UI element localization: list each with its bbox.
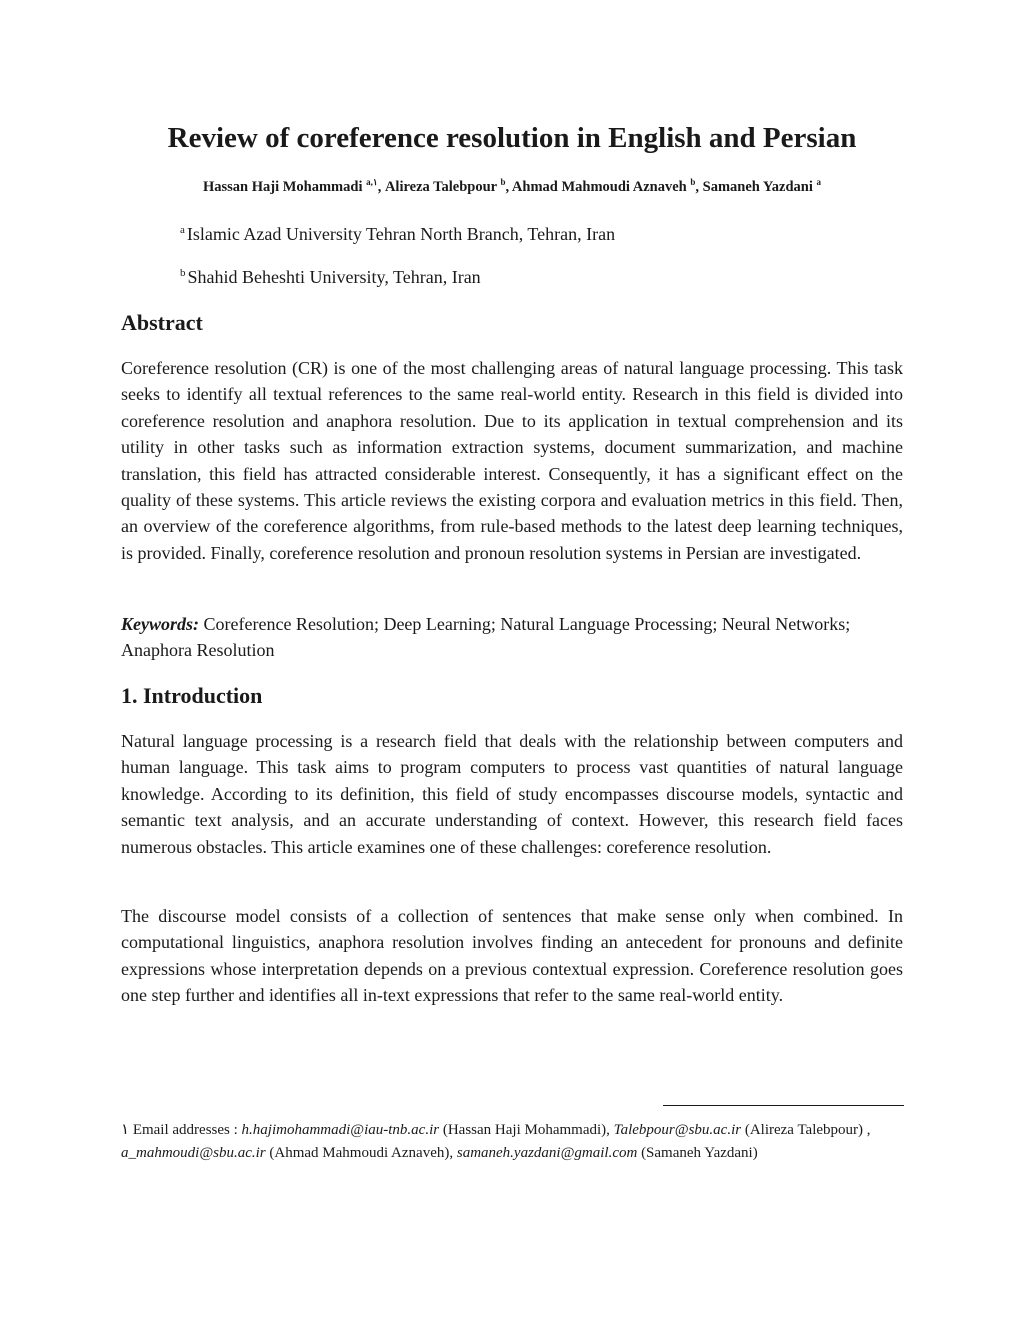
author-separator: ,: [695, 179, 703, 195]
author-name: Hassan Haji Mohammadi: [202, 179, 363, 195]
introduction-paragraph: The discourse model consists of a collection of sentences that make sense only when combined. In computational linguistics, anaphora resolution involves finding an antecedent for pronouns and definite expressions whose interpretation depends on a previous contextual expression. Coreference resolution goes one step further and identifies all in-text expressions that refer to the same real-world entity.: [121, 906, 903, 1006]
author-name: Samaneh Yazdani: [702, 179, 813, 195]
author-affiliation-mark: b: [690, 177, 696, 188]
affiliation-mark: a: [180, 224, 185, 236]
introduction-paragraph: Natural language processing is a research field that deals with the relationship between computers and human language. This task aims to program computers to process vast quantities of natural language knowledge. According to its definition, this field of study encompasses discourse models, syntactic and semantic text analysis, and an accurate understanding of context. However, this research field faces numerous obstacles. This article examines one of these challenges: coreference resolution.: [121, 731, 903, 857]
affiliation-mark: b: [180, 267, 186, 279]
footnote-author: (Hassan Haji Mohammadi),: [439, 1122, 614, 1138]
introduction-heading: 1. Introduction: [121, 683, 263, 708]
footnote-divider: [663, 1105, 904, 1106]
abstract-heading: Abstract: [121, 310, 203, 335]
affiliation-text: Islamic Azad University Tehran North Branch, Tehran, Iran: [186, 224, 616, 244]
footnote-email: samaneh.yazdani@gmail.com: [456, 1145, 638, 1161]
affiliation-a: [180, 222, 615, 246]
author-separator: ,: [377, 179, 385, 195]
footnote-lead: Email addresses :: [132, 1122, 242, 1138]
paper-title: Review of coreference resolution in English and Persian: [167, 122, 857, 154]
author-separator: ,: [505, 179, 512, 195]
footnote-author: (Ahmad Mahmoudi Aznaveh),: [265, 1145, 457, 1161]
author-name: Ahmad Mahmoudi Aznaveh: [511, 179, 687, 195]
keywords-label: Keywords:: [121, 614, 199, 634]
author-list: [0, 176, 1024, 198]
keywords-text: Coreference Resolution; Deep Learning; Natural Language Processing; Neural Networks; Anaphora Resolution: [121, 614, 851, 661]
affiliation-b: [180, 265, 481, 289]
footnote-author: (Alireza Talebpour) ,: [741, 1122, 871, 1138]
affiliation-text: Shahid Beheshti University, Tehran, Iran: [187, 267, 481, 287]
footnote-email: h.hajimohammadi@iau-tnb.ac.ir: [241, 1122, 440, 1138]
footnote-email: Talebpour@sbu.ac.ir: [613, 1122, 742, 1138]
author-affiliation-mark: b: [500, 177, 506, 188]
author-affiliation-mark: a: [816, 177, 822, 188]
footnote-mark: ١: [121, 1122, 130, 1138]
keywords: [121, 611, 903, 664]
footnote-author: (Samaneh Yazdani): [637, 1145, 758, 1161]
footnote-email: a_mahmoudi@sbu.ac.ir: [121, 1145, 266, 1161]
abstract-text: Coreference resolution (CR) is one of the most challenging areas of natural language processing. This task seeks to identify all textual references to the same real-world entity. Research in this field is divided into coreference resolution and anaphora resolution. Due to its application in textual comprehension and its utility in other tasks such as information extraction systems, document summarization, and machine translation, this field has attracted considerable interest. Consequently, it has a significant effect on the quality of these systems. This article reviews the existing corpora and evaluation metrics in this field. Then, an overview of the coreference algorithms, from rule-based methods to the latest deep learning techniques, is provided. Finally, coreference resolution and pronoun resolution systems in Persian are investigated.: [121, 358, 903, 563]
footnote: [121, 1119, 881, 1165]
author-name: Alireza Talebpour: [384, 179, 497, 195]
author-affiliation-mark: a,١: [366, 177, 378, 188]
